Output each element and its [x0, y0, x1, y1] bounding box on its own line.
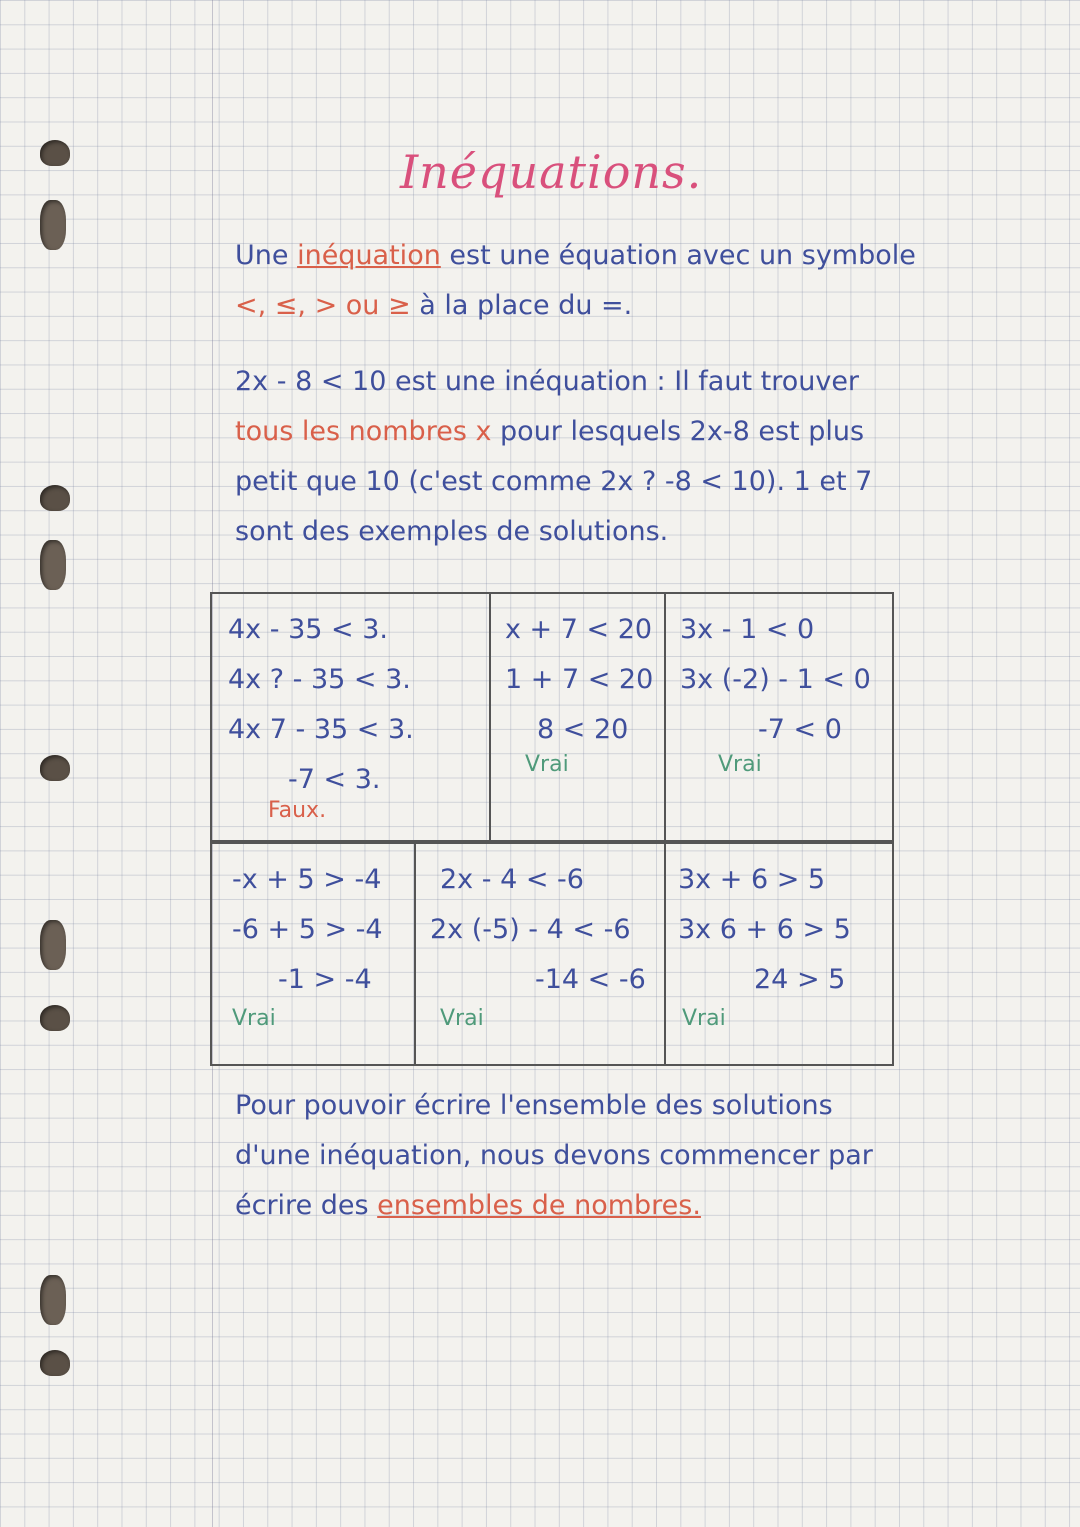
binder-hole — [40, 920, 66, 970]
binder-hole — [40, 200, 66, 250]
highlight-term: inéquation — [297, 240, 441, 271]
binder-hole — [40, 1275, 66, 1325]
conclusion-line-1: Pour pouvoir écrire l'ensemble des solutions — [235, 1090, 833, 1121]
verdict-faux: Faux. — [268, 798, 327, 823]
binder-hole — [40, 485, 70, 511]
table-divider — [489, 592, 491, 842]
binder-hole — [40, 140, 70, 166]
binder-hole — [40, 1350, 70, 1376]
binder-hole — [40, 540, 66, 590]
verdict-vrai: Vrai — [682, 1006, 726, 1031]
verdict-vrai: Vrai — [232, 1006, 276, 1031]
page-title: Inéquations. — [400, 145, 703, 199]
table-divider — [414, 840, 416, 1064]
conclusion-line-3: écrire des ensembles de nombres. — [235, 1190, 701, 1221]
conclusion-line-2: d'une inéquation, nous devons commencer par — [235, 1140, 873, 1171]
symbol-list: <, ≤, > ou ≥ — [235, 290, 411, 321]
example-line-1: 2x - 8 < 10 est une inéquation : Il faut trouver — [235, 366, 860, 397]
example-line-4: sont des exemples de solutions. — [235, 516, 669, 547]
intro-line-1: Une inéquation est une équation avec un symbole — [235, 240, 916, 271]
cell-bottom-3: 3x + 6 > 5 3x 6 + 6 > 5 24 > 5 Vrai — [678, 855, 851, 1039]
intro-line-2: <, ≤, > ou ≥ à la place du =. — [235, 290, 633, 321]
verdict-vrai: Vrai — [440, 1006, 484, 1031]
cell-bottom-1: -x + 5 > -4 -6 + 5 > -4 -1 > -4 Vrai — [232, 855, 383, 1039]
cell-top-3: 3x - 1 < 0 3x (-2) - 1 < 0 -7 < 0 Vrai — [680, 605, 871, 785]
verdict-vrai: Vrai — [525, 752, 569, 777]
cell-top-2: x + 7 < 20 1 + 7 < 20 8 < 20 Vrai — [505, 605, 653, 785]
cell-bottom-2: 2x - 4 < -6 2x (-5) - 4 < -6 -14 < -6 Vrai — [430, 855, 646, 1039]
binder-hole — [40, 755, 70, 781]
binder-hole — [40, 1005, 70, 1031]
table-divider — [664, 840, 666, 1064]
cell-top-1: 4x - 35 < 3. 4x ? - 35 < 3. 4x 7 - 35 < 3. -7 < 3. Faux. — [228, 605, 414, 831]
example-line-2: tous les nombres x pour lesquels 2x-8 est plus — [235, 416, 865, 447]
verdict-vrai: Vrai — [718, 752, 762, 777]
example-line-3: petit que 10 (c'est comme 2x ? -8 < 10). 1 et 7 — [235, 466, 873, 497]
table-divider — [664, 592, 666, 842]
